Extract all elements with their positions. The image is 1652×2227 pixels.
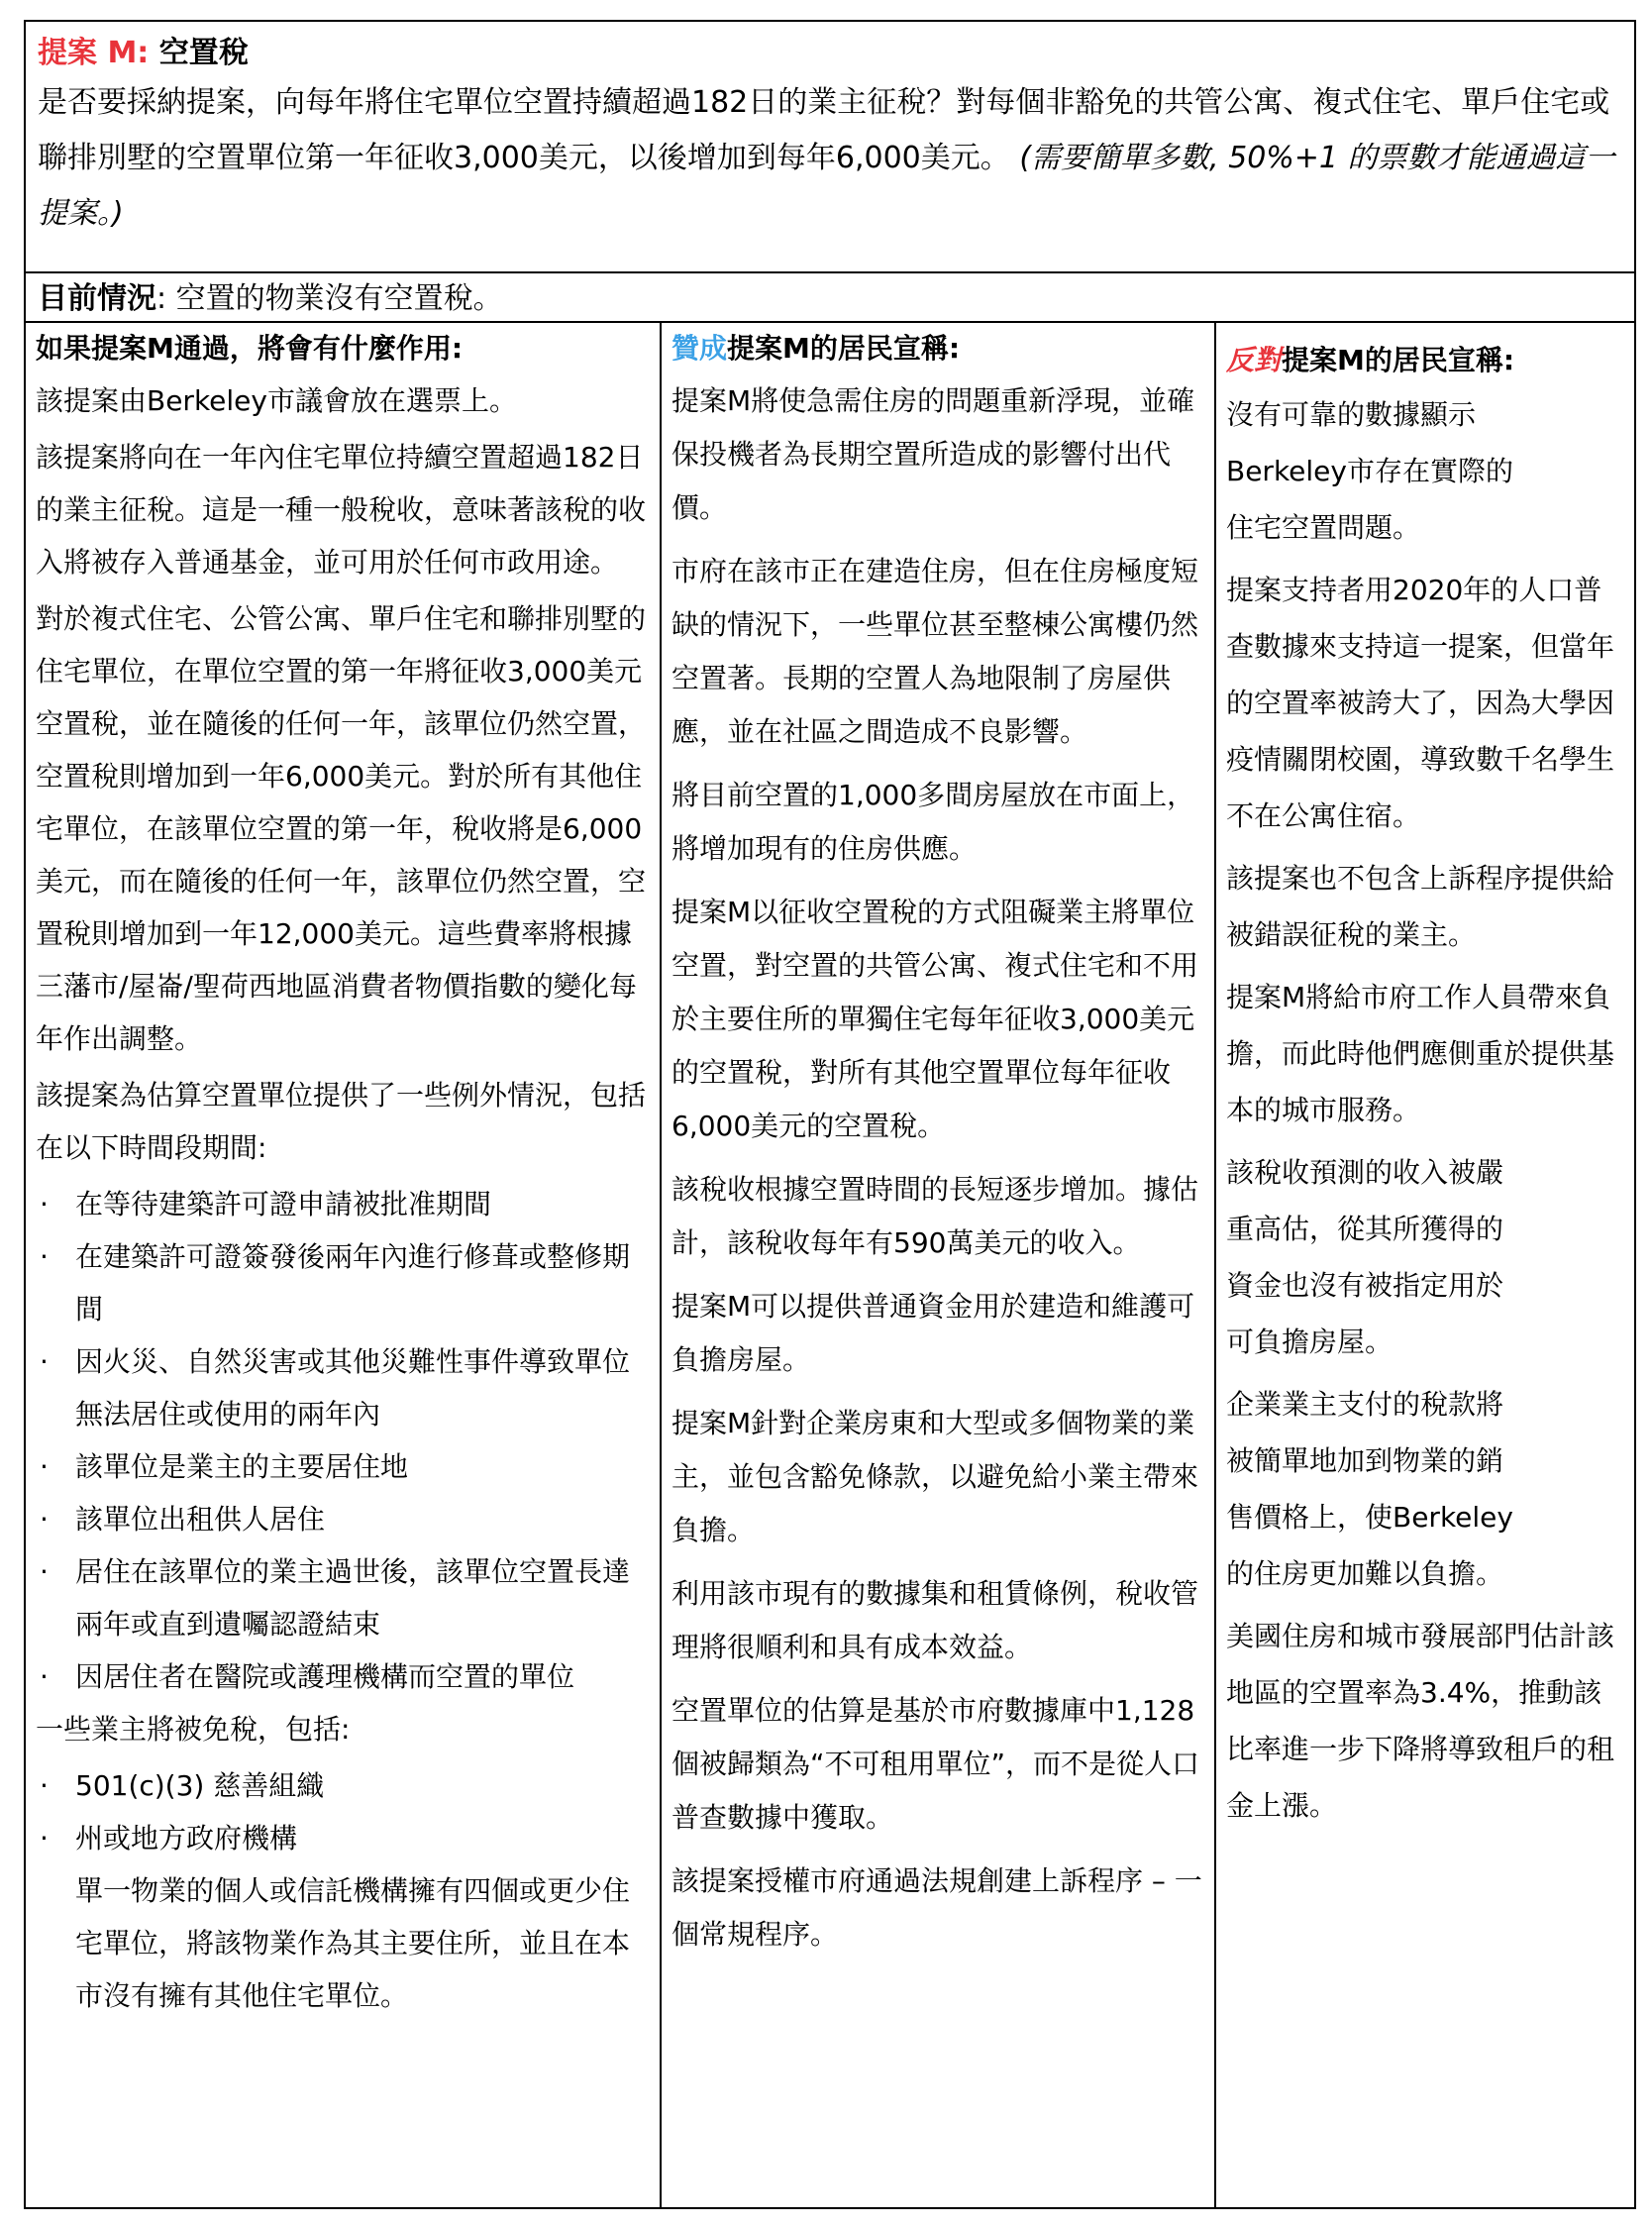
- oppose-heading-colored: 反對: [1226, 344, 1283, 376]
- oppose-para: 企業業主支付的稅款將被簡單地加到物業的銷售價格上，使Berkeley的住房更加難以負擔。: [1226, 1388, 1513, 1590]
- list-item: · 501(c)(3) 慈善組織: [36, 1759, 650, 1812]
- support-para: 市府在該市正在建造住房，但在住房極度短缺的情況下，一些單位甚至整棟公寓樓仍然空置著。長期的空置人為地限制了房屋供應，並在社區之間造成不良影響。: [671, 555, 1199, 748]
- proposal-note: (需要簡單多數, 50%+1 的票數才能通過這一提案。): [38, 141, 1615, 231]
- support-para: 將目前空置的1,000多間房屋放在市面上，將增加現有的住房供應。: [671, 779, 1195, 865]
- effect-para-3: 對於複式住宅、公管公寓、單戶住宅和聯排別墅的住宅單位，在單位空置的第一年將征收3,000美元空置稅，並在隨後的任何一年，該單位仍然空置，空置稅則增加到一年6,000美元。對於所有其他住宅單位，在該單位空置的第一年，稅收將是6,000 美元，而在隨後的任何一年，該單位仍然空置，空置稅則增加到一年12,000美元。這些費率將根據三藩市/屋崙/聖荷西地區消費者物價指數的變化每年作出調整。: [36, 602, 647, 1055]
- bullet-icon: ·: [40, 1555, 49, 1588]
- proposal-text: 是否要採納提案，向每年將住宅單位空置持續超過182日的業主征稅？對每個非豁免的共管公寓、複式住宅、單戶住宅或聯排別墅的空置單位第一年征收3,000美元，以後增加到每年6,000美元。: [38, 85, 1610, 175]
- bullet-icon: ·: [40, 1822, 49, 1855]
- support-heading-rest: 提案M的居民宣稱:: [727, 332, 961, 365]
- oppose-para: 提案M將給市府工作人員帶來負擔，而此時他們應側重於提供基本的城市服務。: [1226, 981, 1615, 1126]
- measure-m-document: [24, 20, 1636, 2209]
- support-heading: [671, 325, 1204, 372]
- oppose-para: 沒有可靠的數據顯示Berkeley市存在實際的住宅空置問題。: [1226, 398, 1513, 544]
- proposal-name: 空置稅: [158, 36, 249, 70]
- oppose-column: [1216, 323, 1634, 2207]
- bullet-icon: ·: [40, 1188, 49, 1220]
- list-item: · 州或地方政府機構: [36, 1812, 650, 1864]
- oppose-para: 提案支持者用2020年的人口普查數據來支持這一提案，但當年的空置率被誇大了，因為大學因疫情關閉校園，導致數千名學生不在公寓住宿。: [1226, 574, 1615, 832]
- support-para: 提案M可以提供普通資金用於建造和維護可負擔房屋。: [671, 1290, 1195, 1376]
- effect-para-6: 單一物業的個人或信託機構擁有四個或更少住宅單位，將該物業作為其主要住所，並且在本市沒有擁有其他住宅單位。: [75, 1874, 631, 2012]
- support-para: 利用該市現有的數據集和租賃條例，稅收管理將很順利和具有成本效益。: [671, 1577, 1199, 1663]
- effect-column: [26, 323, 662, 2207]
- effect-para-4: 該提案為估算空置單位提供了一些例外情況，包括在以下時間段期間:: [36, 1079, 647, 1164]
- bullet-icon: ·: [40, 1450, 49, 1483]
- bullet-icon: ·: [40, 1769, 49, 1802]
- support-column: [662, 323, 1216, 2207]
- list-item: · 因火災、自然災害或其他災難性事件導致單位無法居住或使用的兩年內: [36, 1335, 650, 1440]
- oppose-para: 美國住房和城市發展部門估計該地區的空置率為3.4%，推動該比率進一步下降將導致租戶的租金上漲。: [1226, 1620, 1615, 1822]
- effect-heading: 如果提案M通過，將會有什麼作用:: [36, 332, 464, 365]
- support-para: 空置單位的估算是基於市府數據庫中1,128個被歸類為“不可租用單位”，而不是從人口普查數據中獲取。: [671, 1694, 1200, 1834]
- oppose-para: 該稅收預測的收入被嚴重高估，從其所獲得的資金也沒有被指定用於可負擔房屋。: [1226, 1156, 1504, 1358]
- proposal-title: [38, 32, 1622, 75]
- support-para: 該稅收根據空置時間的長短逐步增加。據估計，該稅收每年有590萬美元的收入。: [671, 1173, 1199, 1259]
- list-item: · 在建築許可證簽發後兩年內進行修葺或整修期間: [36, 1230, 650, 1335]
- effect-para-2: 該提案將向在一年內住宅單位持續空置超過182日的業主征稅。這是一種一般稅收，意味著該稅的收入將被存入普通基金，並可用於任何市政用途。: [36, 441, 647, 579]
- bullet-icon: ·: [40, 1503, 49, 1536]
- proposal-label: 提案 M:: [38, 36, 150, 70]
- support-para: 提案M將使急需住房的問題重新浮現，並確保投機者為長期空置所造成的影響付出代價。: [671, 384, 1195, 524]
- oppose-heading: [1226, 337, 1624, 384]
- oppose-para: 該提案也不包含上訴程序提供給被錯誤征稅的業主。: [1226, 862, 1615, 951]
- support-heading-colored: 贊成: [671, 332, 728, 365]
- current-status-text: : 空置的物業沒有空置稅。: [156, 281, 503, 316]
- three-column-table: [24, 321, 1636, 2209]
- current-status-label: 目前情況: [38, 281, 156, 316]
- list-item: · 該單位是業主的主要居住地: [36, 1440, 650, 1493]
- effect-para-5: 一些業主將被免稅，包括:: [36, 1713, 351, 1746]
- list-item: · 該單位出租供人居住: [36, 1493, 650, 1545]
- bullet-icon: ·: [40, 1240, 49, 1273]
- current-status: [38, 277, 1622, 321]
- proposal-question: [38, 75, 1622, 242]
- oppose-heading-rest: 提案M的居民宣稱:: [1282, 344, 1515, 376]
- support-para: 該提案授權市府通過法規創建上訴程序 – 一個常規程序。: [671, 1864, 1202, 1951]
- support-para: 提案M以征收空置稅的方式阻礙業主將單位空置，對空置的共管公寓、複式住宅和不用於主要住所的單獨住宅每年征收3,000美元的空置稅，對所有其他空置單位每年征收6,000美元的空置稅。: [671, 896, 1199, 1142]
- exempt-list: [36, 1759, 650, 1864]
- bullet-icon: ·: [40, 1660, 49, 1693]
- support-para: 提案M針對企業房東和大型或多個物業的業主，並包含豁免條款，以避免給小業主帶來負擔。: [671, 1407, 1199, 1546]
- bullet-icon: ·: [40, 1345, 49, 1378]
- list-item: · 居住在該單位的業主過世後，該單位空置長達兩年或直到遺囑認證結束: [36, 1545, 650, 1650]
- list-item: · 在等待建築許可證申請被批准期間: [36, 1178, 650, 1230]
- effect-para-1: 該提案由Berkeley市議會放在選票上。: [36, 384, 517, 417]
- proposal-section: [24, 20, 1636, 273]
- exception-list: [36, 1178, 650, 1703]
- current-status-section: [24, 271, 1636, 323]
- list-item: · 因居住者在醫院或護理機構而空置的單位: [36, 1650, 650, 1703]
